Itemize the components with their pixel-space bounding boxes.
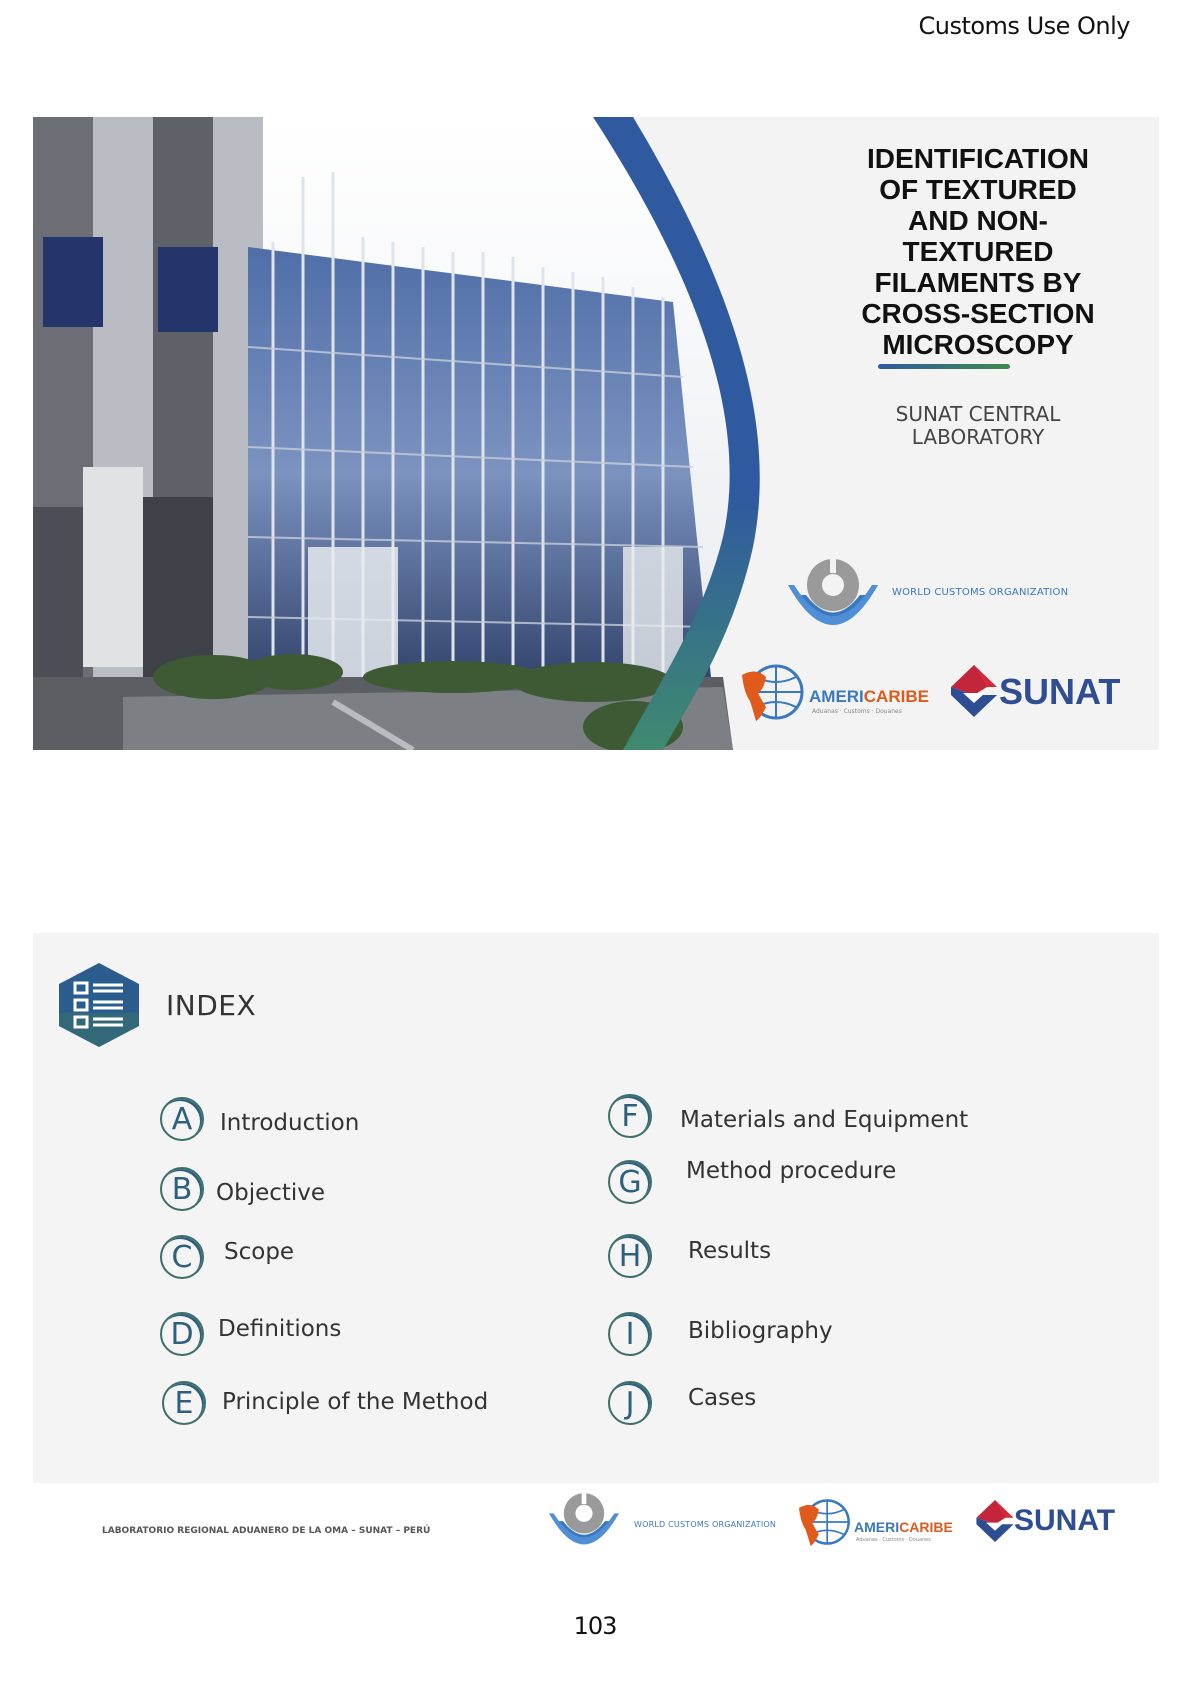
index-item-label: Method procedure — [686, 1158, 897, 1184]
wco-emblem-icon — [546, 1490, 622, 1560]
index-badge-f: F — [608, 1094, 652, 1138]
index-item-label: Definitions — [218, 1316, 342, 1342]
index-item-label: Objective — [216, 1180, 326, 1206]
cover-title: IDENTIFICATION OF TEXTURED AND NON- TEXTURED FILAMENTS BY CROSS-SECTION MICROSCOPY — [861, 143, 1095, 360]
footer-americaribe-wordmark — [854, 1519, 953, 1535]
index-item-label: Introduction — [220, 1110, 360, 1136]
index-title: INDEX — [166, 989, 257, 1022]
americaribe-word-1: AMERI — [854, 1519, 900, 1535]
sunat-logo — [951, 665, 1141, 721]
wco-logo — [788, 555, 1078, 645]
index-item-label: Scope — [224, 1239, 295, 1265]
index-badge-c: C — [160, 1235, 204, 1279]
index-badge-h: H — [608, 1234, 652, 1278]
americaribe-word-1: AMERI — [809, 687, 864, 706]
footer-wco-logo — [546, 1490, 776, 1560]
footer-americaribe-logo — [794, 1493, 954, 1553]
index-badge-d: D — [160, 1312, 204, 1356]
index-badge-i: I — [608, 1312, 652, 1356]
index-badge-a: A — [160, 1097, 204, 1141]
index-item-label: Results — [688, 1238, 772, 1264]
wco-logo-text: WORLD CUSTOMS ORGANIZATION — [892, 587, 1069, 598]
globe-americas-icon — [794, 1493, 852, 1551]
wco-emblem-icon — [788, 555, 878, 645]
americaribe-wordmark — [809, 687, 929, 707]
index-badge-b: B — [160, 1167, 204, 1211]
sunat-emblem-icon — [976, 1500, 1014, 1542]
index-slide — [33, 933, 1159, 1483]
americaribe-logo — [736, 657, 929, 727]
footer-americaribe-tagline: Aduanas · Customs · Douanes — [856, 1537, 931, 1543]
footer-label: LABORATORIO REGIONAL ADUANERO DE LA OMA – SUNAT – PERÚ — [102, 1526, 431, 1536]
footer-wco-text: WORLD CUSTOMS ORGANIZATION — [634, 1520, 777, 1529]
globe-americas-icon — [736, 657, 806, 727]
sunat-wordmark: SUNAT — [999, 671, 1121, 712]
checklist-icon — [59, 963, 139, 1047]
page-number: 103 — [573, 1612, 617, 1640]
americaribe-word-2: CARIBE — [899, 1519, 953, 1535]
americaribe-word-2: CARIBE — [863, 687, 929, 706]
cover-slide — [33, 117, 1159, 750]
title-underline — [878, 364, 1010, 369]
index-item-label: Materials and Equipment — [680, 1107, 969, 1133]
americaribe-tagline: Aduanas · Customs · Douanes — [812, 708, 902, 715]
index-item-label: Cases — [688, 1385, 757, 1411]
customs-use-only-label: Customs Use Only — [918, 12, 1130, 40]
index-badge-j: J — [608, 1381, 652, 1425]
cover-subtitle: SUNAT CENTRAL LABORATORY — [895, 402, 1061, 449]
index-item-label: Bibliography — [688, 1318, 833, 1344]
index-item-label: Principle of the Method — [222, 1389, 489, 1415]
index-badge-e: E — [162, 1381, 206, 1425]
sunat-emblem-icon — [951, 665, 997, 717]
footer-sunat-wordmark: SUNAT — [1014, 1504, 1116, 1537]
index-badge-g: G — [608, 1160, 652, 1204]
footer-sunat-logo — [976, 1500, 1136, 1544]
